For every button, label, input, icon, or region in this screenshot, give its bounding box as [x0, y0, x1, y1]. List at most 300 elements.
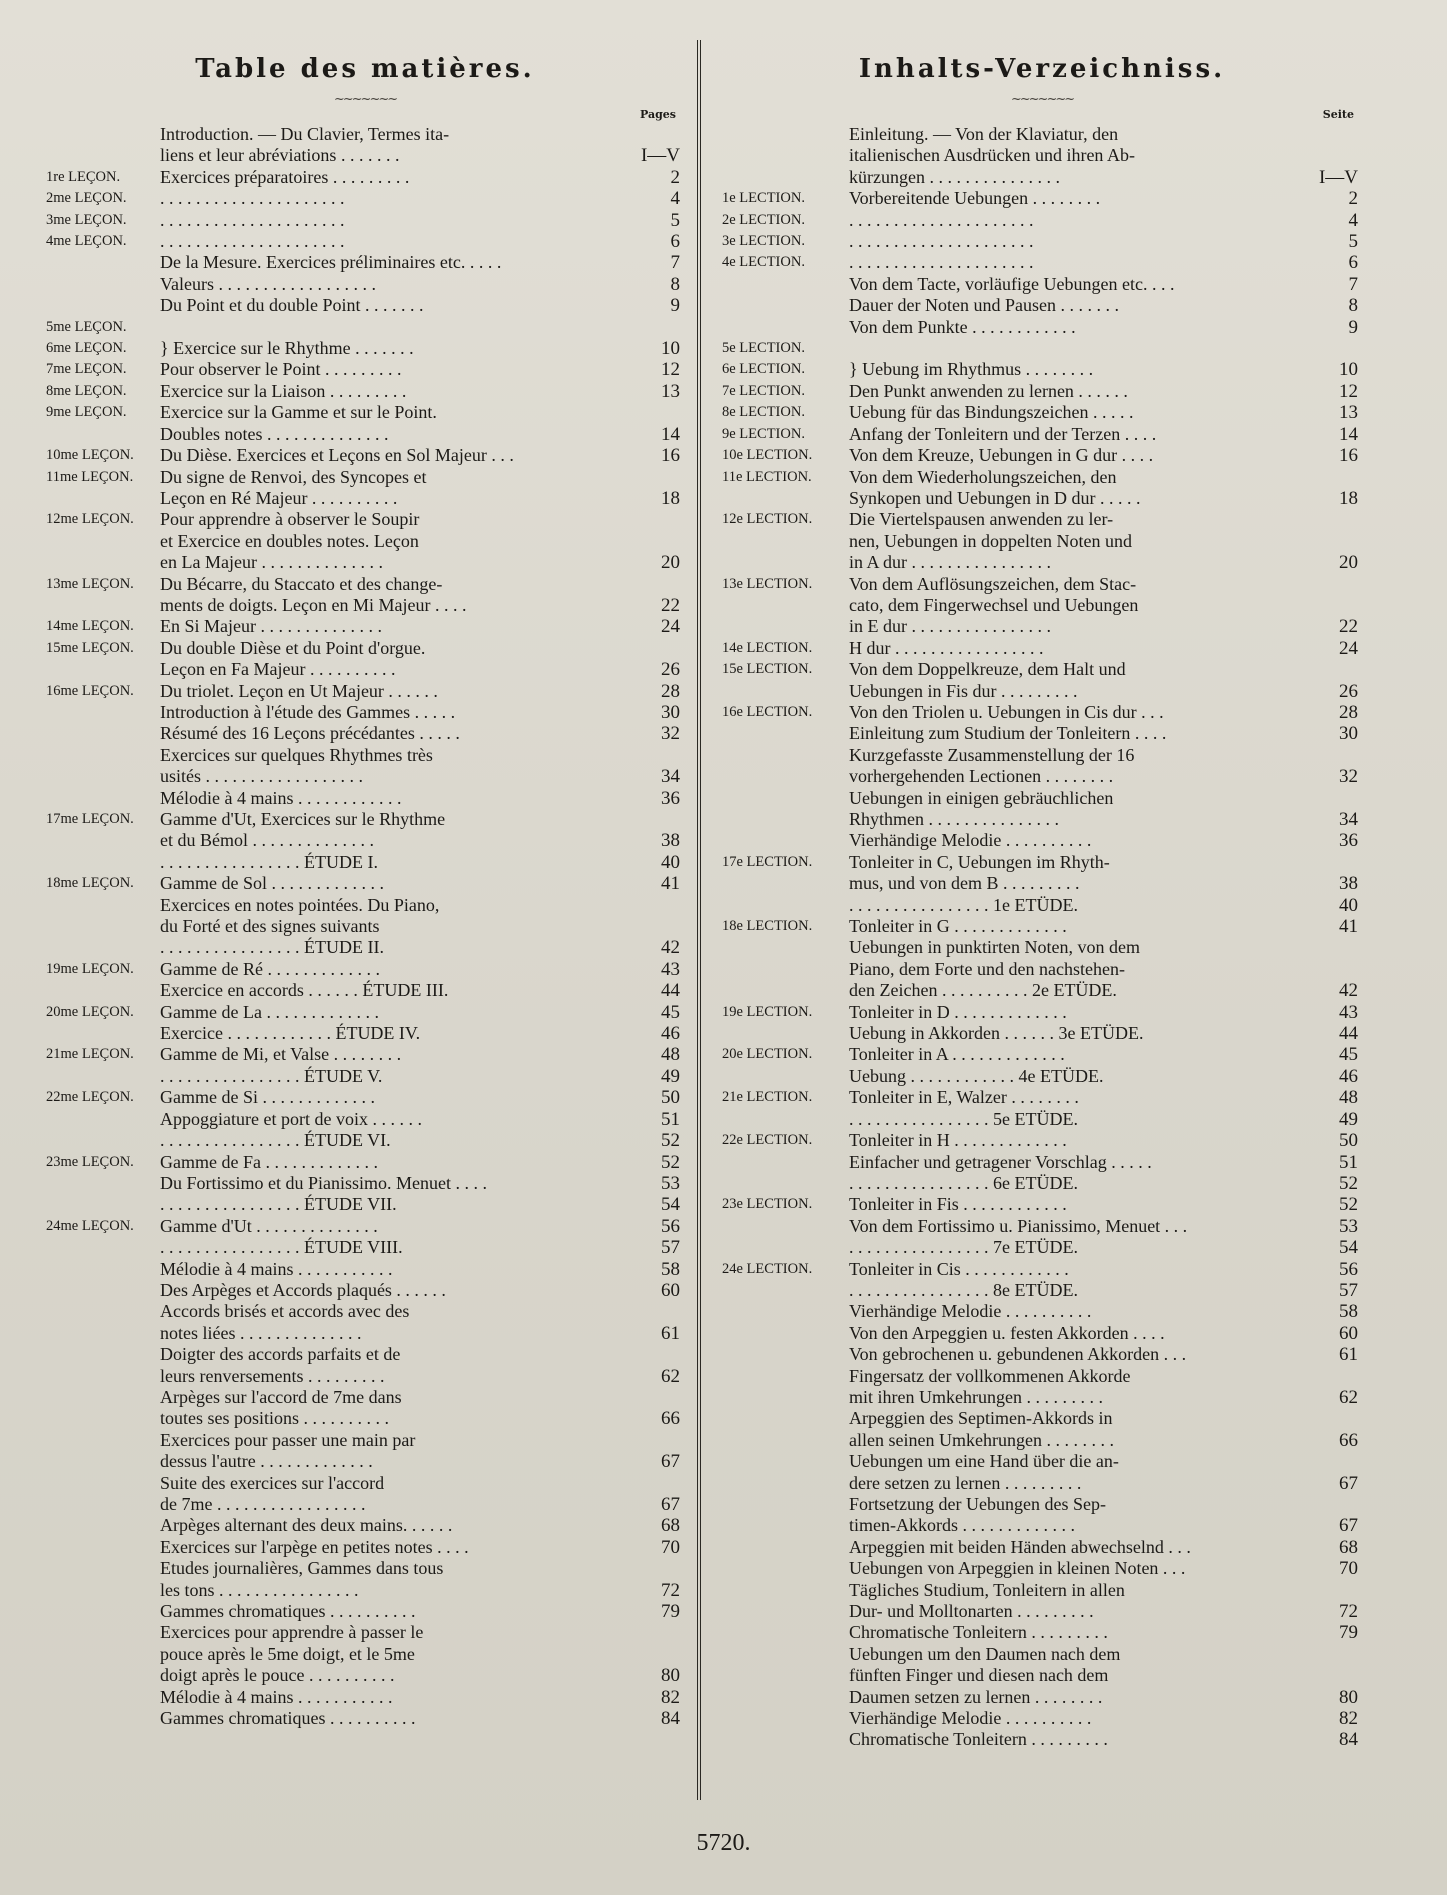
- toc-entry: [722, 1002, 1362, 1023]
- entry-text: in E dur . . . . . . . . . . . . . . . .: [849, 616, 1051, 637]
- entry-text: liens et leur abréviations . . . . . . .: [160, 145, 400, 166]
- toc-entry: [46, 231, 684, 252]
- page-number: 66: [1339, 1429, 1358, 1451]
- page-number: 9: [670, 295, 680, 317]
- page-number: 14: [661, 423, 680, 445]
- entry-text: Vierhändige Melodie . . . . . . . . . .: [849, 1301, 1092, 1322]
- page-number: 41: [661, 873, 680, 895]
- page-number: 8: [1348, 295, 1358, 317]
- toc-entry: [46, 124, 684, 145]
- page-number: 13: [661, 380, 680, 402]
- page-number: 44: [1339, 1023, 1358, 1045]
- entry-text: du Forté et des signes suivants: [160, 916, 380, 937]
- toc-entry: [46, 274, 684, 295]
- page-number: 57: [1339, 1279, 1358, 1301]
- page-number: 28: [1339, 701, 1358, 723]
- page-number: 68: [661, 1515, 680, 1537]
- lesson-label: 1e LECTION.: [722, 190, 805, 207]
- entry-text: } Exercice sur le Rhythme . . . . . . .: [160, 338, 414, 359]
- french-entry-list: [46, 124, 684, 1729]
- lesson-label: 18e LECTION.: [722, 918, 813, 935]
- entry-text: Von dem Doppelkreuze, dem Halt und: [849, 659, 1126, 680]
- entry-text: . . . . . . . . . . . . . . . . . . . . .: [160, 209, 345, 230]
- entry-text: Fortsetzung der Uebungen des Sep-: [849, 1494, 1106, 1514]
- entry-text: Einfacher und getragener Vorschlag . . . . .: [849, 1151, 1152, 1172]
- page-number: 30: [661, 701, 680, 723]
- entry-text: Exercice . . . . . . . . . . . . ÉTUDE IV.: [160, 1023, 421, 1044]
- entry-text: Von dem Punkte . . . . . . . . . . . .: [849, 316, 1076, 337]
- lesson-label: 23e LECTION.: [722, 1196, 813, 1213]
- entry-text: doigt après le pouce . . . . . . . . . .: [160, 1665, 395, 1686]
- entry-text: Introduction à l'étude des Gammes . . . . .: [160, 701, 456, 722]
- lesson-label: 14e LECTION.: [722, 639, 813, 656]
- toc-entry: [722, 1237, 1362, 1258]
- page-number: 70: [1339, 1558, 1358, 1580]
- toc-entry: [722, 830, 1362, 851]
- entry-text: Exercices sur quelques Rhythmes très: [160, 744, 433, 765]
- toc-entry: [722, 188, 1362, 209]
- page-number: 10: [1339, 359, 1358, 381]
- entry-text: Mélodie à 4 mains . . . . . . . . . . .: [160, 1686, 393, 1707]
- page-number: 16: [1339, 445, 1358, 467]
- toc-entry: [46, 852, 684, 873]
- toc-entry: [46, 317, 684, 338]
- entry-text: } Uebung im Rhythmus . . . . . . . .: [849, 359, 1094, 380]
- entry-text: Tonleiter in D . . . . . . . . . . . . .: [849, 1001, 1067, 1022]
- entry-text: . . . . . . . . . . . . . . . . . . . . .: [849, 209, 1034, 230]
- entry-text: Piano, dem Forte und den nachstehen-: [849, 958, 1125, 979]
- entry-text: Du triolet. Leçon en Ut Majeur . . . . . .: [160, 680, 438, 701]
- toc-entry: [46, 381, 684, 402]
- toc-entry: [46, 1537, 684, 1558]
- entry-text: Gammes chromatiques . . . . . . . . . .: [160, 1708, 416, 1729]
- german-entry-list: [722, 124, 1362, 1751]
- entry-text: . . . . . . . . . . . . . . . . ÉTUDE I.: [160, 851, 378, 872]
- entry-text: pouce après le 5me doigt, et le 5me: [160, 1643, 415, 1664]
- page-number: 38: [661, 830, 680, 852]
- toc-entry: [46, 467, 684, 488]
- toc-entry: [722, 1430, 1362, 1451]
- lesson-label: 20e LECTION.: [722, 1046, 813, 1063]
- entry-text: Exercice sur la Liaison . . . . . . . . .: [160, 380, 407, 401]
- toc-entry: [722, 723, 1362, 744]
- page-number: I—V: [640, 145, 680, 167]
- lesson-label: 7me LEÇON.: [46, 361, 127, 378]
- entry-text: fünften Finger und diesen nach dem: [849, 1665, 1109, 1686]
- page-number: 58: [1339, 1301, 1358, 1323]
- toc-entry: [722, 1494, 1362, 1515]
- toc-entry: [722, 1537, 1362, 1558]
- lesson-label: 17e LECTION.: [722, 853, 813, 870]
- page-number: 54: [1339, 1237, 1358, 1259]
- lesson-label: 17me LEÇON.: [46, 811, 134, 827]
- entry-text: usités . . . . . . . . . . . . . . . . . .: [160, 766, 364, 787]
- toc-entry: [722, 1687, 1362, 1708]
- entry-text: Suite des exercices sur l'accord: [160, 1472, 385, 1493]
- entry-text: Tonleiter in C, Uebungen im Rhyth-: [849, 851, 1110, 872]
- entry-text: Gamme de Sol . . . . . . . . . . . . .: [160, 873, 384, 894]
- entry-text: Exercices pour apprendre à passer le: [160, 1622, 424, 1643]
- toc-entry: [46, 1301, 684, 1322]
- toc-entry: [46, 1451, 684, 1472]
- lesson-label: 24me LEÇON.: [46, 1217, 134, 1234]
- entry-text: vorhergehenden Lectionen . . . . . . . .: [849, 766, 1114, 787]
- page-number: 32: [1339, 766, 1358, 788]
- page-number: 12: [661, 359, 680, 381]
- page-number: 2: [670, 166, 680, 188]
- toc-entry: [46, 745, 684, 766]
- page-number: 48: [661, 1044, 680, 1066]
- entry-text: Gamme de Ré . . . . . . . . . . . . .: [160, 958, 380, 979]
- toc-entry: [46, 1044, 684, 1065]
- page-number: 68: [1339, 1536, 1358, 1558]
- entry-text: Arpèges sur l'accord de 7me dans: [160, 1386, 402, 1407]
- entry-text: dessus l'autre . . . . . . . . . . . . .: [160, 1451, 373, 1472]
- lesson-label: 12e LECTION.: [722, 511, 813, 528]
- entry-text: mus, und von dem B . . . . . . . . .: [849, 873, 1080, 894]
- entry-text: dere setzen zu lernen . . . . . . . . .: [849, 1472, 1082, 1493]
- lesson-label: 2me LEÇON.: [46, 190, 127, 207]
- toc-entry: [46, 616, 684, 637]
- page-number: 54: [661, 1194, 680, 1216]
- toc-entry: [46, 488, 684, 509]
- lesson-label: 12me LEÇON.: [46, 511, 134, 528]
- entry-text: Gamme de Mi, et Valse . . . . . . . .: [160, 1044, 402, 1065]
- toc-entry: [46, 1237, 684, 1258]
- entry-text: et du Bémol . . . . . . . . . . . . . .: [160, 830, 374, 851]
- page-number: 79: [1339, 1622, 1358, 1644]
- pages-header: Pages: [640, 108, 676, 121]
- toc-entry: [722, 1408, 1362, 1429]
- toc-entry: [722, 1644, 1362, 1665]
- page-number: 46: [1339, 1065, 1358, 1087]
- entry-text: Vierhändige Melodie . . . . . . . . . .: [849, 830, 1092, 851]
- lesson-label: 11e LECTION.: [722, 468, 812, 485]
- toc-entry: [722, 1665, 1362, 1686]
- page-number: 42: [661, 937, 680, 959]
- page-number: 9: [1348, 316, 1358, 338]
- entry-text: . . . . . . . . . . . . . . . . 5e ETÜDE.: [849, 1108, 1078, 1129]
- page-number: 10: [661, 338, 680, 360]
- toc-entry: [722, 467, 1362, 488]
- toc-entry: [722, 381, 1362, 402]
- lesson-label: 10e LECTION.: [722, 447, 813, 464]
- page-number: 52: [1339, 1172, 1358, 1194]
- toc-entry: [46, 916, 684, 937]
- entry-text: timen-Akkords . . . . . . . . . . . . .: [849, 1515, 1075, 1536]
- entry-text: Dauer der Noten und Pausen . . . . . . .: [849, 295, 1119, 316]
- toc-entry: [46, 359, 684, 380]
- page-number: 60: [661, 1279, 680, 1301]
- page-number: 72: [661, 1579, 680, 1601]
- page-number: 4: [1348, 209, 1358, 231]
- entry-text: de 7me . . . . . . . . . . . . . . . . .: [160, 1494, 366, 1514]
- toc-entry: [46, 1130, 684, 1151]
- toc-entry: [722, 1622, 1362, 1643]
- page-number: 82: [1339, 1708, 1358, 1730]
- entry-text: Des Arpèges et Accords plaqués . . . . . .: [160, 1279, 446, 1300]
- toc-entry: [722, 659, 1362, 680]
- entry-text: Tonleiter in E, Walzer . . . . . . . .: [849, 1087, 1079, 1108]
- toc-entry: [722, 1259, 1362, 1280]
- entry-text: Leçon en Fa Majeur . . . . . . . . . .: [160, 659, 396, 680]
- entry-text: Tonleiter in H . . . . . . . . . . . . .: [849, 1130, 1067, 1151]
- french-flourish: ~~~~~~~: [333, 92, 397, 107]
- toc-entry: [46, 1023, 684, 1044]
- page-number: 66: [661, 1408, 680, 1430]
- page-number: 34: [1339, 809, 1358, 830]
- lesson-label: 1re LEÇON.: [46, 168, 121, 185]
- toc-entry: [46, 295, 684, 316]
- toc-entry: [722, 1023, 1362, 1044]
- lesson-label: 19me LEÇON.: [46, 960, 134, 977]
- entry-text: notes liées . . . . . . . . . . . . . .: [160, 1322, 362, 1343]
- toc-entry: [46, 766, 684, 787]
- toc-entry: [722, 295, 1362, 316]
- lesson-label: 22e LECTION.: [722, 1132, 813, 1149]
- entry-text: . . . . . . . . . . . . . . . . 8e ETÜDE.: [849, 1279, 1078, 1300]
- page-number: 5: [1348, 231, 1358, 253]
- page-number: 52: [1339, 1194, 1358, 1216]
- page-number: 52: [661, 1130, 680, 1152]
- toc-entry: [722, 488, 1362, 509]
- entry-text: Introduction. — Du Clavier, Termes ita-: [160, 124, 450, 144]
- page-number: 46: [661, 1023, 680, 1045]
- page-number: 56: [661, 1215, 680, 1237]
- toc-entry: [722, 681, 1362, 702]
- toc-entry: [46, 210, 684, 231]
- toc-entry: [722, 1729, 1362, 1750]
- page-number: 6: [670, 231, 680, 253]
- entry-text: Etudes journalières, Gammes dans tous: [160, 1558, 444, 1579]
- page-number: 51: [661, 1108, 680, 1130]
- entry-text: Von dem Wiederholungszeichen, den: [849, 466, 1117, 487]
- entry-text: . . . . . . . . . . . . . . . . ÉTUDE VIII.: [160, 1237, 403, 1258]
- entry-text: Résumé des 16 Leçons précédantes . . . . .: [160, 723, 460, 744]
- french-toc: [46, 40, 684, 1729]
- page-number: 79: [661, 1601, 680, 1623]
- lesson-label: 13e LECTION.: [722, 575, 813, 592]
- toc-entry: [46, 1622, 684, 1643]
- toc-entry: [46, 1430, 684, 1451]
- toc-entry: [722, 595, 1362, 616]
- page-number: 44: [661, 980, 680, 1002]
- page-number: 40: [1339, 894, 1358, 916]
- entry-text: Du Point et du double Point . . . . . . .: [160, 295, 424, 316]
- entry-text: italienischen Ausdrücken und ihren Ab-: [849, 145, 1135, 166]
- entry-text: Rhythmen . . . . . . . . . . . . . . .: [849, 809, 1059, 829]
- page-number: 26: [1339, 680, 1358, 702]
- entry-text: Du Dièse. Exercices et Leçons en Sol Majeur . . .: [160, 445, 514, 466]
- toc-entry: [722, 1066, 1362, 1087]
- seite-header: Seite: [1322, 108, 1354, 121]
- entry-text: Einleitung. — Von der Klaviatur, den: [849, 124, 1119, 144]
- page-number: 43: [1339, 1001, 1358, 1023]
- lesson-label: 21e LECTION.: [722, 1089, 813, 1106]
- toc-entry: [46, 167, 684, 188]
- page-number: 38: [1339, 873, 1358, 895]
- toc-entry: [46, 1708, 684, 1729]
- entry-text: Gamme de Si . . . . . . . . . . . . .: [160, 1087, 375, 1108]
- entry-text: les tons . . . . . . . . . . . . . . . .: [160, 1579, 359, 1600]
- entry-text: ments de doigts. Leçon en Mi Majeur . . . .: [160, 594, 467, 615]
- entry-text: nen, Uebungen in doppelten Noten und: [849, 530, 1132, 551]
- toc-entry: [722, 1280, 1362, 1301]
- toc-entry: [722, 509, 1362, 530]
- entry-text: Die Viertelspausen anwenden zu ler-: [849, 509, 1114, 530]
- page-number: 67: [661, 1451, 680, 1473]
- entry-text: Pour apprendre à observer le Soupir: [160, 509, 420, 530]
- entry-text: Exercice en accords . . . . . . ÉTUDE III.: [160, 980, 449, 1001]
- entry-text: Daumen setzen zu lernen . . . . . . . .: [849, 1686, 1103, 1707]
- page-number: 36: [661, 787, 680, 809]
- entry-text: Accords brisés et accords avec des: [160, 1301, 410, 1322]
- toc-entry: [46, 1515, 684, 1536]
- toc-entry: [46, 252, 684, 273]
- toc-entry: [46, 1558, 684, 1579]
- page-number: 7: [1348, 273, 1358, 295]
- page-number: 42: [1339, 980, 1358, 1002]
- toc-entry: [46, 188, 684, 209]
- entry-text: Uebungen um eine Hand über die an-: [849, 1451, 1119, 1472]
- page-number: 50: [661, 1087, 680, 1109]
- toc-entry: [46, 1494, 684, 1515]
- entry-text: Uebung in Akkorden . . . . . . 3e ETÜDE.: [849, 1023, 1144, 1044]
- toc-entry: [722, 231, 1362, 252]
- lesson-label: 15me LEÇON.: [46, 639, 134, 656]
- toc-entry: [46, 509, 684, 530]
- entry-text: en La Majeur . . . . . . . . . . . . . .: [160, 552, 383, 573]
- page-number: 5: [670, 209, 680, 231]
- page-number: 67: [1339, 1472, 1358, 1494]
- entry-text: . . . . . . . . . . . . . . . . . . . . .: [160, 231, 345, 252]
- lesson-label: 14me LEÇON.: [46, 618, 134, 635]
- entry-text: Exercices sur l'arpège en petites notes . . . .: [160, 1536, 469, 1557]
- entry-text: cato, dem Fingerwechsel und Uebungen: [849, 594, 1139, 615]
- entry-text: Tonleiter in Cis . . . . . . . . . . . .: [849, 1258, 1069, 1279]
- toc-entry: [46, 574, 684, 595]
- entry-text: Chromatische Tonleitern . . . . . . . . .: [849, 1729, 1108, 1750]
- entry-text: Uebungen in punktirten Noten, von dem: [849, 937, 1140, 958]
- page-number: 22: [1339, 616, 1358, 638]
- toc-entry: [722, 895, 1362, 916]
- toc-entry: [722, 1708, 1362, 1729]
- page-number: 80: [1339, 1686, 1358, 1708]
- toc-entry: [46, 595, 684, 616]
- entry-text: Von gebrochenen u. gebundenen Akkorden . . .: [849, 1344, 1187, 1365]
- plate-number: 5720.: [696, 1830, 751, 1856]
- toc-entry: [46, 959, 684, 980]
- entry-text: Arpèges alternant des deux mains. . . . . .: [160, 1515, 453, 1536]
- entry-text: Von den Arpeggien u. festen Akkorden . . . .: [849, 1322, 1165, 1343]
- entry-text: Arpeggien mit beiden Händen abwechselnd . . .: [849, 1536, 1191, 1557]
- toc-entry: [722, 852, 1362, 873]
- lesson-label: 19e LECTION.: [722, 1003, 813, 1020]
- toc-entry: [722, 873, 1362, 894]
- entry-text: Kurzgefasste Zusammenstellung der 16: [849, 744, 1135, 765]
- page-number: 57: [661, 1237, 680, 1259]
- entry-text: Du Bécarre, du Staccato et des change-: [160, 573, 443, 594]
- entry-text: Uebungen in einigen gebräuchlichen: [849, 787, 1114, 808]
- page-number: 84: [1339, 1729, 1358, 1751]
- lesson-label: 18me LEÇON.: [46, 875, 134, 892]
- entry-text: Du double Dièse et du Point d'orgue.: [160, 637, 426, 658]
- lesson-label: 16e LECTION.: [722, 703, 813, 720]
- lesson-label: 22me LEÇON.: [46, 1089, 134, 1106]
- toc-entry: [722, 1301, 1362, 1322]
- entry-text: . . . . . . . . . . . . . . . . . . . . .: [160, 188, 345, 209]
- toc-entry: [46, 338, 684, 359]
- entry-text: Gamme d'Ut . . . . . . . . . . . . . .: [160, 1215, 378, 1236]
- toc-entry: [722, 1173, 1362, 1194]
- entry-text: Von dem Tacte, vorläufige Uebungen etc. . . .: [849, 273, 1175, 294]
- toc-entry: [46, 531, 684, 552]
- lesson-label: 7e LECTION.: [722, 382, 805, 399]
- toc-entry: [722, 1580, 1362, 1601]
- entry-text: Du Fortissimo et du Pianissimo. Menuet . . . .: [160, 1172, 488, 1193]
- toc-entry: [722, 1109, 1362, 1130]
- toc-entry: [46, 788, 684, 809]
- page-number: 50: [1339, 1130, 1358, 1152]
- entry-text: H dur . . . . . . . . . . . . . . . . .: [849, 637, 1044, 658]
- toc-entry: [46, 1473, 684, 1494]
- entry-text: Uebungen von Arpeggien in kleinen Noten . . .: [849, 1558, 1186, 1579]
- lesson-label: 16me LEÇON.: [46, 682, 134, 699]
- toc-entry: [722, 745, 1362, 766]
- entry-text: Exercice sur la Gamme et sur le Point.: [160, 402, 437, 423]
- entry-text: Uebung . . . . . . . . . . . . 4e ETÜDE.: [849, 1065, 1104, 1086]
- toc-entry: [722, 274, 1362, 295]
- toc-entry: [46, 1216, 684, 1237]
- toc-entry: [46, 723, 684, 744]
- entry-text: Du signe de Renvoi, des Syncopes et: [160, 466, 427, 487]
- lesson-label: 13me LEÇON.: [46, 575, 134, 592]
- entry-text: leurs renversements . . . . . . . . .: [160, 1365, 385, 1386]
- page-number: 22: [661, 594, 680, 616]
- toc-entry: [46, 1644, 684, 1665]
- lesson-label: 6me LEÇON.: [46, 340, 127, 357]
- page-number: 60: [1339, 1322, 1358, 1344]
- toc-entry: [722, 1152, 1362, 1173]
- entry-text: Doigter des accords parfaits et de: [160, 1344, 401, 1365]
- page-number: 49: [1339, 1108, 1358, 1130]
- toc-entry: [722, 1344, 1362, 1365]
- lesson-label: 4e LECTION.: [722, 254, 805, 271]
- toc-entry: [722, 788, 1362, 809]
- toc-entry: [722, 1473, 1362, 1494]
- lesson-label: 9me LEÇON.: [46, 404, 127, 421]
- page-number: 45: [1339, 1044, 1358, 1066]
- entry-text: Synkopen und Uebungen in D dur . . . . .: [849, 487, 1141, 508]
- page-number: 18: [1339, 487, 1358, 509]
- entry-text: Dur- und Molltonarten . . . . . . . . .: [849, 1601, 1094, 1622]
- entry-text: Von dem Fortissimo u. Pianissimo, Menuet . . .: [849, 1215, 1188, 1236]
- toc-entry: [722, 1216, 1362, 1237]
- page-number: 72: [1339, 1601, 1358, 1623]
- toc-entry: [722, 338, 1362, 359]
- entry-text: Von den Triolen u. Uebungen in Cis dur . . .: [849, 701, 1164, 722]
- entry-text: Doubles notes . . . . . . . . . . . . . .: [160, 423, 389, 444]
- page-number: 14: [1339, 423, 1358, 445]
- french-title: Table des matières.: [195, 54, 535, 84]
- toc-entry: [46, 1152, 684, 1173]
- toc-entry: [722, 702, 1362, 723]
- lesson-label: 23me LEÇON.: [46, 1153, 134, 1170]
- page-number: 12: [1339, 380, 1358, 402]
- page-number: 58: [661, 1258, 680, 1280]
- toc-entry: [722, 1558, 1362, 1579]
- toc-entry: [722, 252, 1362, 273]
